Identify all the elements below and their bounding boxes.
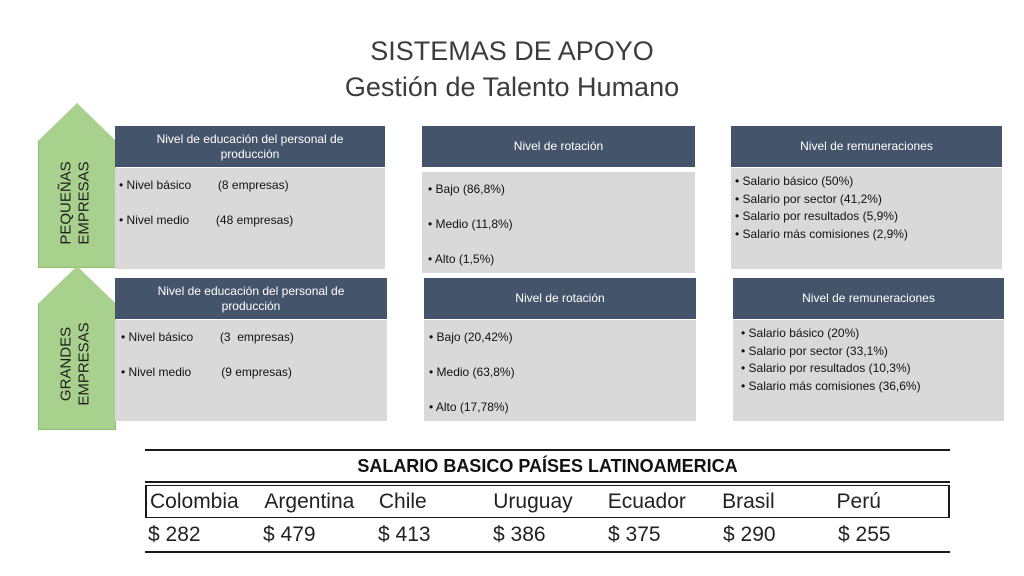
- card-header: Nivel de rotación: [422, 126, 695, 167]
- card-body: [115, 320, 387, 421]
- card-large-education: [115, 278, 387, 421]
- list-item: • Salario más comisiones (2,9%): [735, 226, 908, 241]
- salary-country-row: [145, 485, 950, 518]
- salary-value-cell: $ 375: [608, 522, 661, 546]
- country-cell: Uruguay: [493, 489, 573, 513]
- card-body: [733, 320, 1004, 421]
- list-item: • Nivel básico (3 empresas): [121, 330, 294, 344]
- card-body: [422, 172, 695, 273]
- card-body: [731, 168, 1002, 269]
- salary-value-cell: $ 290: [723, 522, 776, 546]
- card-body: [424, 320, 696, 421]
- title-line-2: Gestión de Talento Humano: [344, 72, 680, 102]
- salary-table: [145, 449, 950, 553]
- salary-value-cell: $ 255: [838, 522, 891, 546]
- list-item: • Medio (63,8%): [429, 365, 515, 379]
- card-small-education: [115, 126, 385, 269]
- country-cell: Brasil: [722, 489, 775, 513]
- card-header: Nivel de remuneraciones: [733, 278, 1004, 319]
- card-small-remuneration: [731, 126, 1002, 269]
- list-item: • Bajo (20,42%): [429, 330, 513, 344]
- card-header: Nivel de educación del personal de producción: [115, 278, 387, 319]
- card-header: Nivel de educación del personal de producción: [115, 126, 385, 167]
- card-body: [115, 168, 385, 269]
- salary-value-row: [145, 518, 950, 553]
- title-line-1: SISTEMAS DE APOYO: [370, 36, 654, 66]
- list-item: • Alto (1,5%): [428, 252, 495, 266]
- salary-table-title: SALARIO BASICO PAÍSES LATINOAMERICA: [145, 449, 950, 483]
- list-item: • Salario por resultados (10,3%): [741, 361, 911, 375]
- list-item: • Salario básico (50%): [735, 174, 854, 188]
- slide-title: [0, 33, 1024, 105]
- salary-value-cell: $ 282: [148, 522, 201, 546]
- list-item: • Salario básico (20%): [741, 326, 860, 340]
- country-cell: Argentina: [264, 489, 355, 513]
- list-item: • Salario por sector (41,2%): [735, 191, 882, 206]
- list-item: • Salario por resultados (5,9%): [735, 209, 898, 223]
- large-companies-label: GRANDES EMPRESAS: [58, 322, 94, 406]
- card-small-rotation: [422, 126, 695, 273]
- salary-value-cell: $ 413: [378, 522, 431, 546]
- country-cell: Perú: [836, 489, 881, 513]
- country-cell: Colombia: [150, 489, 239, 513]
- country-cell: Ecuador: [607, 489, 686, 513]
- list-item: • Nivel medio (9 empresas): [121, 365, 292, 379]
- list-item: • Medio (11,8%): [428, 217, 513, 231]
- list-item: • Salario más comisiones (36,6%): [741, 378, 921, 393]
- list-item: • Alto (17,78%): [429, 400, 509, 414]
- card-large-rotation: [424, 278, 696, 421]
- list-item: • Nivel básico (8 empresas): [119, 178, 289, 192]
- small-companies-label: PEQUEÑAS EMPRESAS: [58, 161, 94, 245]
- card-header: Nivel de remuneraciones: [731, 126, 1002, 167]
- country-cell: Chile: [378, 489, 427, 513]
- card-large-remuneration: [733, 278, 1004, 421]
- salary-value-cell: $ 386: [493, 522, 546, 546]
- list-item: • Salario por sector (33,1%): [741, 343, 888, 358]
- card-header: Nivel de rotación: [424, 278, 696, 319]
- salary-value-cell: $ 479: [263, 522, 316, 546]
- list-item: • Bajo (86,8%): [428, 182, 505, 196]
- list-item: • Nivel medio (48 empresas): [119, 213, 294, 227]
